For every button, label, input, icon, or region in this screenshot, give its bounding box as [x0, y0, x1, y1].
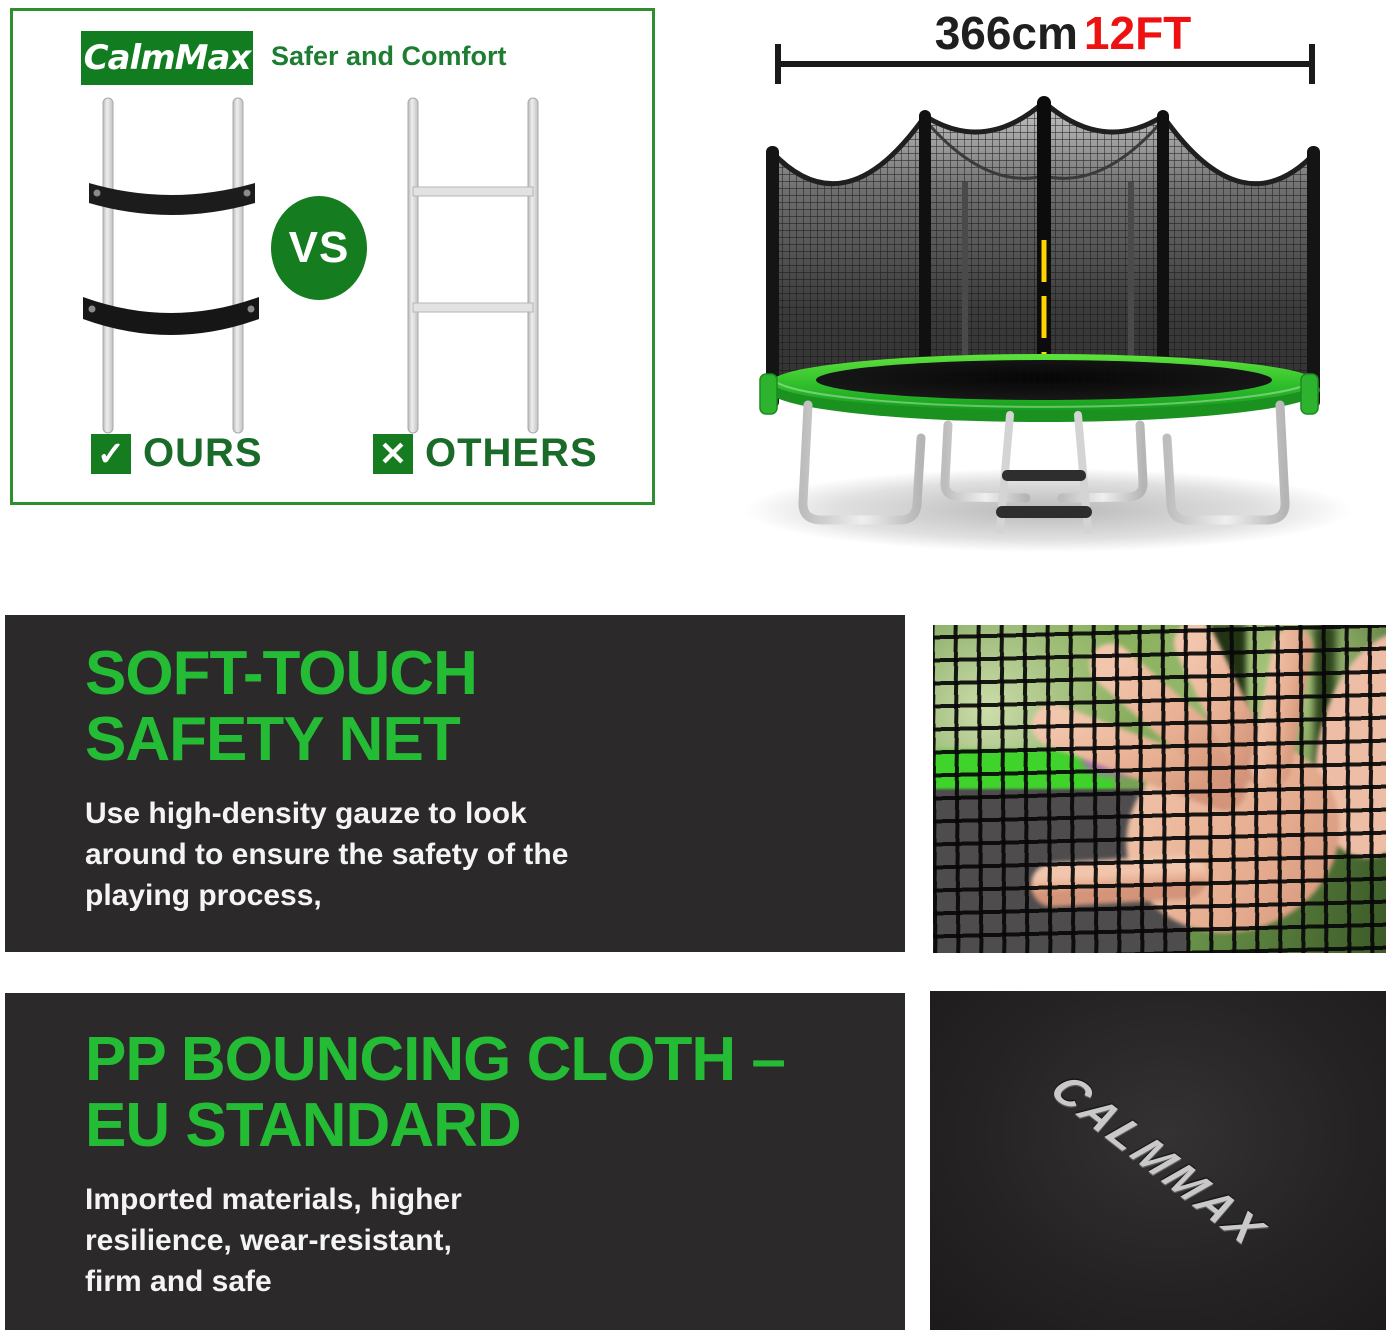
section-heading: [85, 1027, 905, 1159]
body-line: Use high-density gauze to look: [85, 797, 527, 830]
ours-ladder: [83, 98, 259, 433]
check-icon: ✓: [91, 434, 131, 474]
cloth-brand-logo: CALMMAX: [1039, 1066, 1278, 1255]
section-heading: [85, 641, 905, 773]
trampoline-illustration: [740, 90, 1386, 570]
heading-line: PP BOUNCING CLOTH –: [85, 1025, 785, 1094]
trampoline-ladder: [996, 415, 1092, 530]
feature-section-safety-net: [5, 615, 905, 952]
ours-label: OURS: [143, 431, 263, 475]
spring-pad-ring: [760, 354, 1320, 422]
net-mesh: [933, 625, 1386, 953]
others-label: OTHERS: [425, 431, 598, 475]
vs-badge: [271, 196, 367, 300]
others-ladder: [408, 98, 538, 433]
comparison-box: [10, 8, 655, 505]
body-line: Imported materials, higher: [85, 1183, 462, 1216]
heading-line: SAFETY NET: [85, 705, 460, 774]
body-line: around to ensure the safety of the: [85, 838, 569, 871]
verdict-ours: [91, 431, 263, 476]
section-body: [85, 1179, 905, 1302]
dimension-line: [740, 40, 1386, 88]
body-line: playing process,: [85, 879, 322, 912]
section-body: [85, 793, 905, 916]
heading-line: EU STANDARD: [85, 1091, 521, 1160]
dimension-imperial: 12FT: [1083, 7, 1192, 59]
safety-net-photo: [933, 625, 1386, 953]
feature-section-bouncing-cloth: [5, 993, 905, 1330]
verdict-others: [373, 431, 598, 476]
brand-logo-text: CalmMax: [83, 38, 251, 78]
vs-label: VS: [288, 223, 350, 272]
bouncing-cloth-photo: [930, 991, 1386, 1330]
x-icon: ✕: [373, 434, 413, 474]
heading-line: SOFT-TOUCH: [85, 639, 477, 708]
tagline: Safer and Comfort: [271, 41, 507, 71]
body-line: firm and safe: [85, 1265, 272, 1298]
dimension-metric: 366cm: [934, 7, 1078, 59]
body-line: resilience, wear-resistant,: [85, 1224, 452, 1257]
